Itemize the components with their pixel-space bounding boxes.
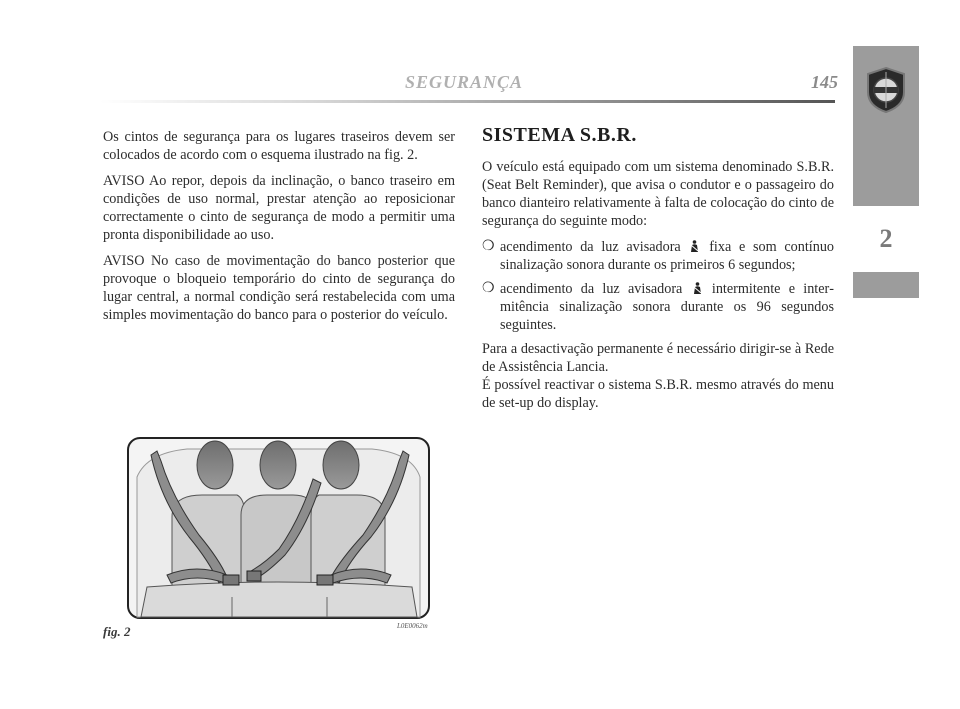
page-header-title: SEGURANÇA xyxy=(405,72,524,92)
left-paragraph: AVISO Ao repor, depois da inclinação, o banco traseiro em condições de uso normal, prestar atenção ao reposicionar correctamente o cinto de segurança de modo a permitir uma pronta disponibilidade ao uso. xyxy=(103,173,455,243)
bullet-item xyxy=(482,238,834,274)
closing-text: É possível reactivar o sistema S.B.R. mesmo através do menu de set-up do display. xyxy=(482,377,834,411)
left-column xyxy=(103,128,455,332)
bullet-text: acendimento da luz avisadora intermitente e intermitência sinalização sonora durante os 96 segundos seguintes. xyxy=(500,281,834,333)
bullet-item xyxy=(482,280,834,334)
header-rule xyxy=(100,100,835,103)
seat-belt-warning-icon xyxy=(693,282,702,294)
right-column xyxy=(482,158,834,420)
sbr-intro: O veículo está equipado com um sistema denominado S.B.R. (Seat Belt Reminder), que avisa o condutor e o passageiro do banco dianteiro relativamente à falta de colocação do cinto de segurança do seguinte modo: xyxy=(482,159,834,229)
bullet-circle-icon: ❍ xyxy=(482,239,495,254)
lancia-logo-icon xyxy=(864,66,908,114)
bullet-circle-icon: ❍ xyxy=(482,281,495,296)
chapter-number: 2 xyxy=(853,206,919,272)
page-number: 145 xyxy=(811,72,838,92)
figure-label: fig. 2 xyxy=(103,624,131,639)
left-paragraph: AVISO No caso de movimentação do banco posterior que provoque o bloqueio temporário do cinto de segurança do lugar central, a normal condição será restabelecida com uma simples movimentação do banco para o posterior do veículo. xyxy=(103,253,455,323)
left-paragraph: Os cintos de segurança para os lugares traseiros devem ser colocados de acordo com o esquema ilustrado na fig. 2. xyxy=(103,129,455,163)
rear-seat-belts-illustration xyxy=(127,437,430,619)
bullet-text: acendimento da luz avisadora fixa e som contínuo sinalização sonora durante os primeiros 6 segundos; xyxy=(500,239,835,273)
closing-text: Para a desactivação permanente é necessário dirigir-se à Rede de Assistência Lancia. xyxy=(482,341,834,375)
section-title: SISTEMA S.B.R. xyxy=(482,124,637,146)
chapter-tab-lower xyxy=(853,278,919,298)
seat-belt-warning-icon xyxy=(690,240,699,252)
figure-code: L0E0062m xyxy=(397,622,428,630)
